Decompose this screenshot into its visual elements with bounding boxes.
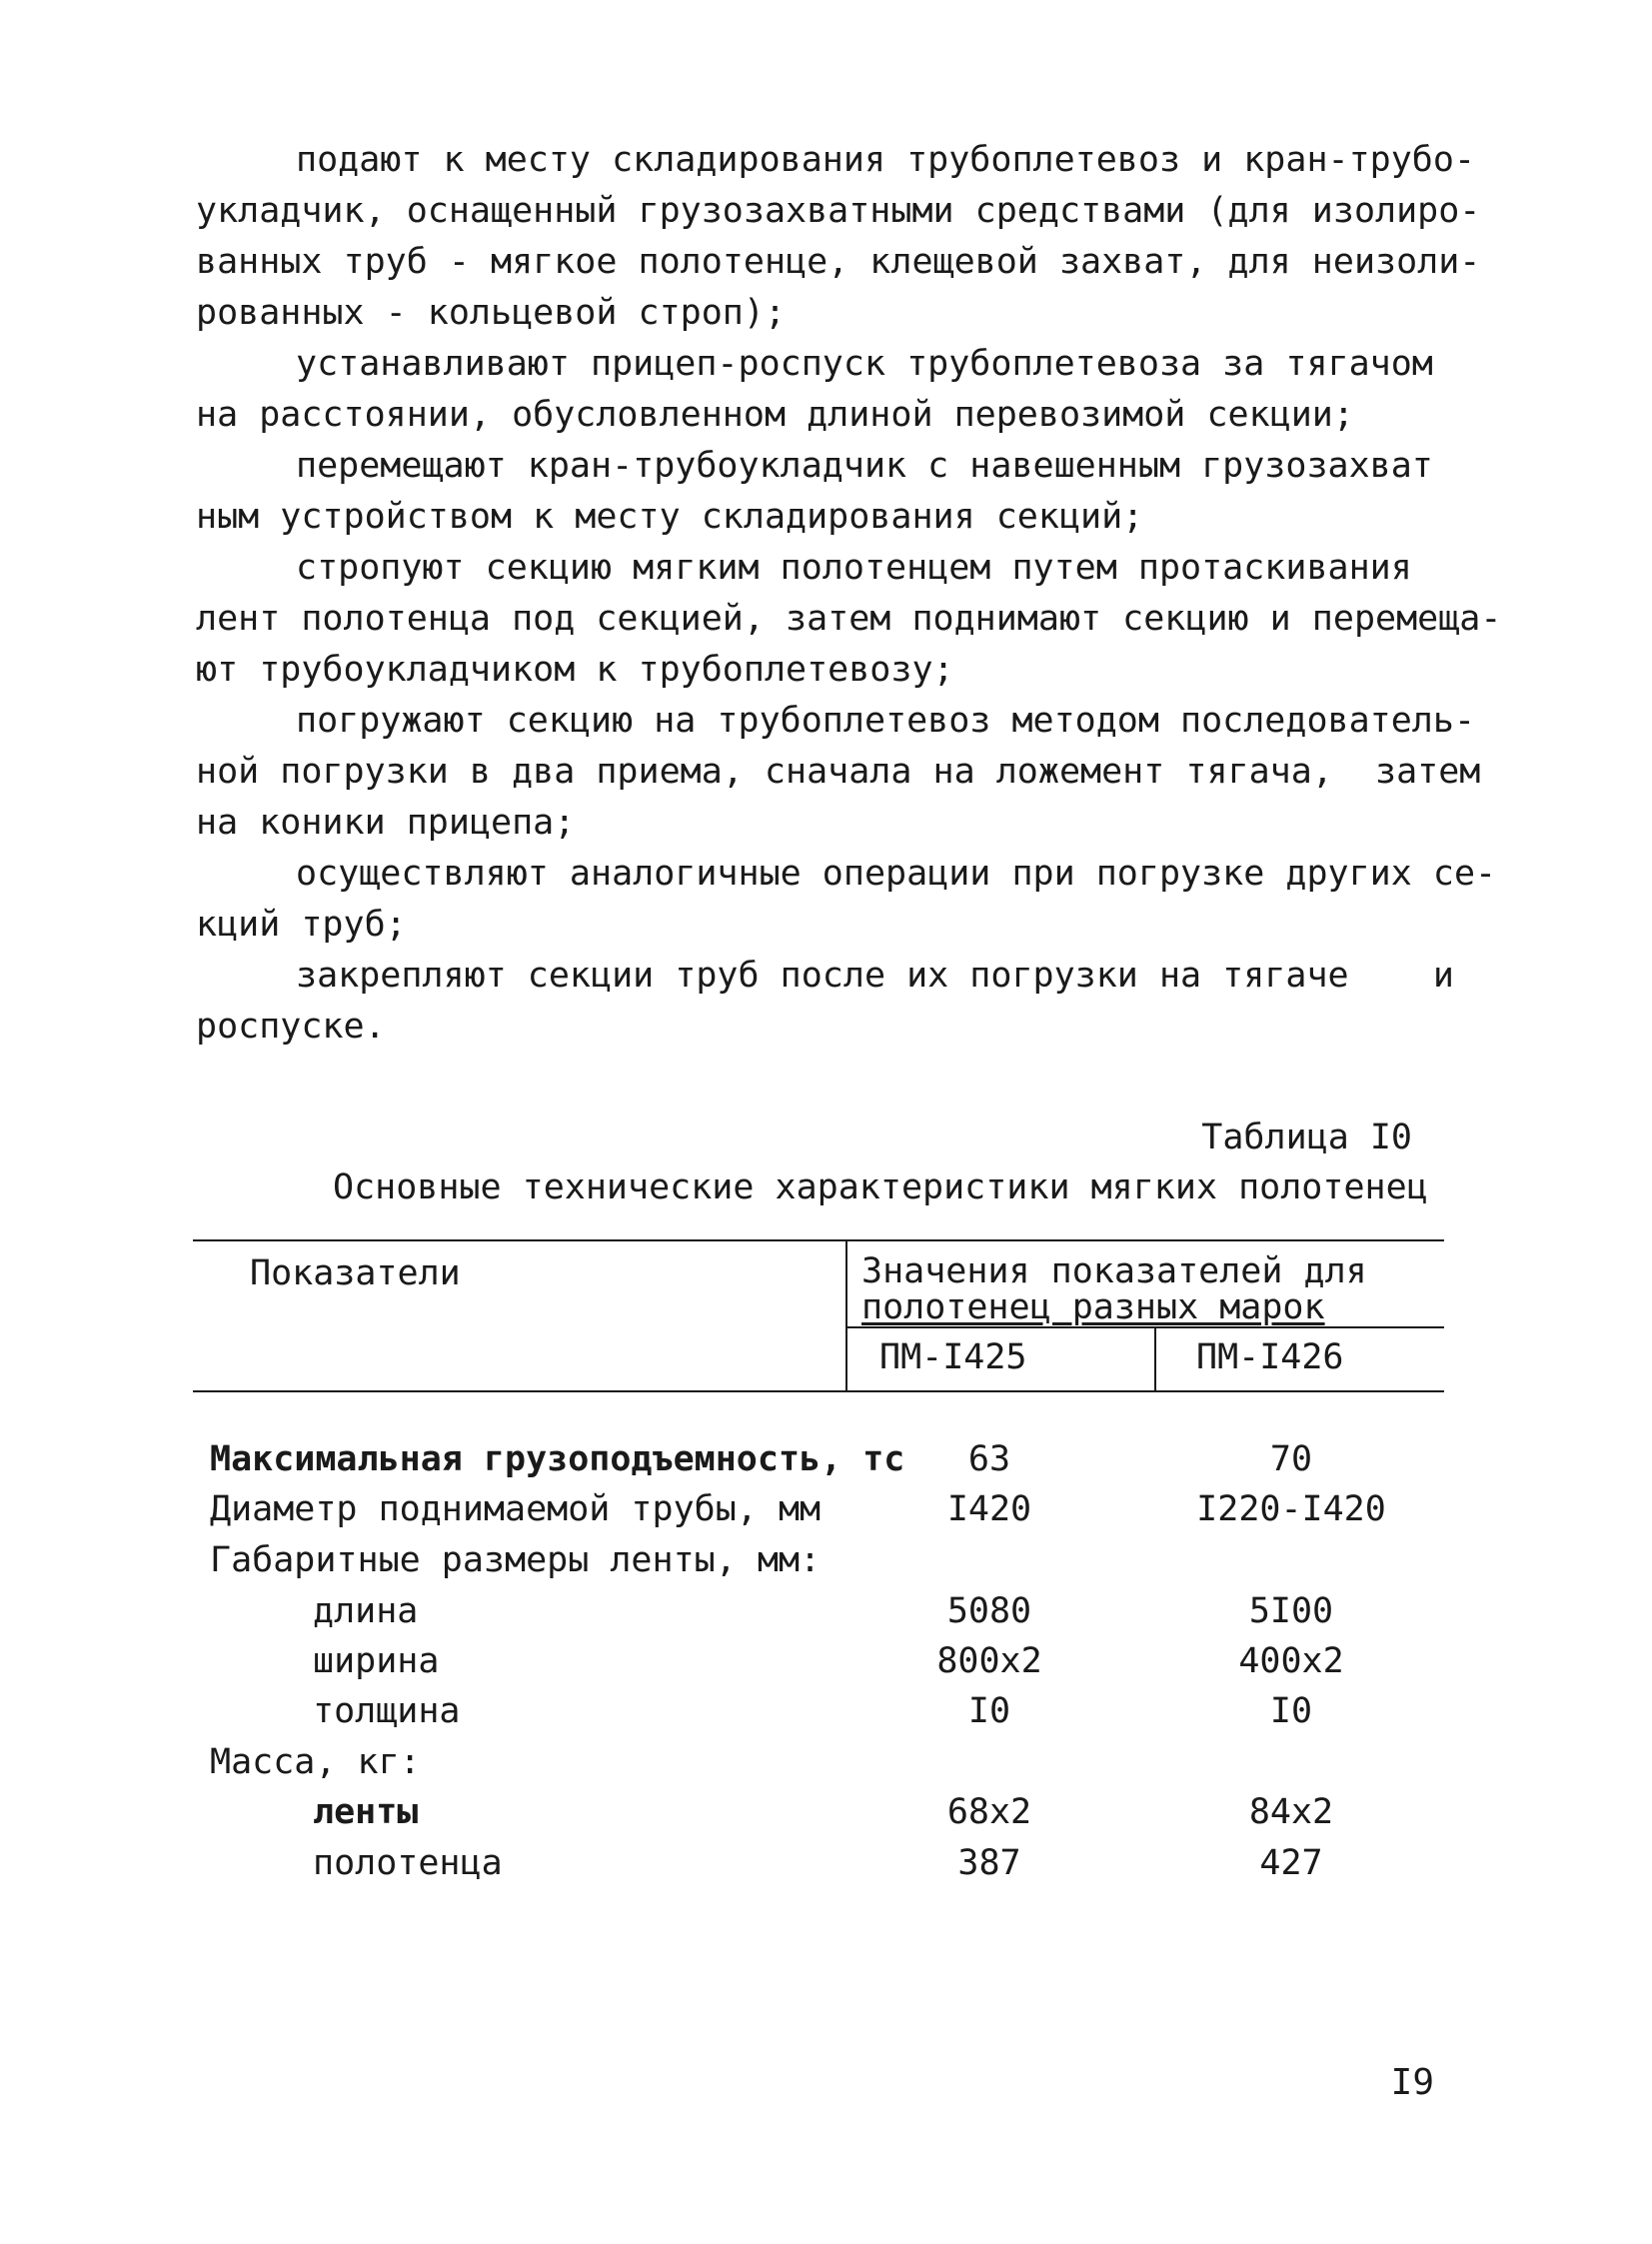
page-number: I9: [1390, 2062, 1434, 2103]
row-value-pm1425: 5080: [946, 1591, 1032, 1631]
row-label: длина: [313, 1591, 419, 1631]
header-indicators: Показатели: [250, 1253, 461, 1293]
body-line: ной погрузки в два приема, сначала на ложемент тягача, затем: [196, 752, 1481, 792]
header-values-line2: полотенец разных марок: [861, 1287, 1325, 1327]
body-line: устанавливают прицеп-роспуск трубоплетевоза за тягачом: [296, 344, 1433, 384]
body-line: лент полотенца под секцией, затем поднимают секцию и перемеща-: [196, 599, 1502, 639]
body-line: на коники прицепа;: [196, 803, 576, 843]
row-value-pm1425: 800x2: [936, 1641, 1042, 1681]
row-value-pm1426: 84x2: [1248, 1792, 1334, 1832]
body-line: кций труб;: [196, 905, 407, 945]
body-line: подают к месту складирования трубоплетевоз и кран-трубо-: [296, 140, 1476, 180]
body-line: укладчик, оснащенный грузозахватными средствами (для изолиро-: [196, 191, 1481, 231]
table-col-divider: [1154, 1326, 1156, 1392]
row-value-pm1425: 63: [967, 1439, 1011, 1479]
row-label: Масса, кг:: [210, 1742, 421, 1782]
header-col-pm1425: ПМ-I425: [879, 1337, 1027, 1377]
table-top-rule: [193, 1239, 1444, 1241]
row-value-pm1425: I420: [946, 1489, 1032, 1529]
body-text: [196, 135, 1502, 1053]
row-value-pm1426: 70: [1269, 1439, 1313, 1479]
row-label: ленты: [313, 1792, 419, 1832]
header-values-line1: Значения показателей для: [861, 1251, 1367, 1291]
body-line: рованных - кольцевой строп);: [196, 293, 787, 333]
row-label: толщина: [313, 1691, 461, 1731]
row-value-pm1425: 387: [957, 1843, 1021, 1883]
body-line: осуществляют аналогичные операции при погрузке других се-: [296, 854, 1497, 894]
body-line: ванных труб - мягкое полотенце, клещевой захват, для неизоли-: [196, 242, 1481, 282]
row-label: ширина: [313, 1641, 440, 1681]
row-value-pm1426: 427: [1259, 1843, 1323, 1883]
row-value-pm1425: 68x2: [946, 1792, 1032, 1832]
row-value-pm1426: 5I00: [1248, 1591, 1334, 1631]
table-header-bottom-rule: [193, 1390, 1444, 1392]
row-label: полотенца: [313, 1843, 503, 1883]
table-title: Основные технические характеристики мягких полотенец: [333, 1167, 1428, 1207]
row-label: Максимальная грузоподъемность, тс: [210, 1439, 905, 1479]
body-line: стропуют секцию мягким полотенцем путем протаскивания: [296, 548, 1412, 588]
body-line: роспуске.: [196, 1007, 386, 1047]
row-label: Габаритные размеры ленты, мм:: [210, 1540, 822, 1580]
header-col-pm1426: ПМ-I426: [1196, 1337, 1344, 1377]
row-value-pm1426: 400x2: [1238, 1641, 1344, 1681]
table-header-divider: [845, 1239, 847, 1392]
body-line: на расстоянии, обусловленном длиной перевозимой секции;: [196, 395, 1354, 435]
body-line: закрепляют секции труб после их погрузки на тягаче и: [296, 956, 1454, 996]
table-caption: Таблица I0: [1201, 1118, 1412, 1157]
row-value-pm1425: I0: [967, 1691, 1011, 1731]
body-line: погружают секцию на трубоплетевоз методом последователь-: [296, 701, 1476, 741]
row-value-pm1426: I0: [1269, 1691, 1313, 1731]
row-label: Диаметр поднимаемой трубы, мм: [210, 1489, 822, 1529]
body-line: ют трубоукладчиком к трубоплетевозу;: [196, 650, 954, 690]
body-line: перемещают кран-трубоукладчик с навешенным грузозахват: [296, 446, 1433, 486]
body-line: ным устройством к месту складирования секций;: [196, 497, 1144, 537]
row-value-pm1426: I220-I420: [1196, 1489, 1386, 1529]
